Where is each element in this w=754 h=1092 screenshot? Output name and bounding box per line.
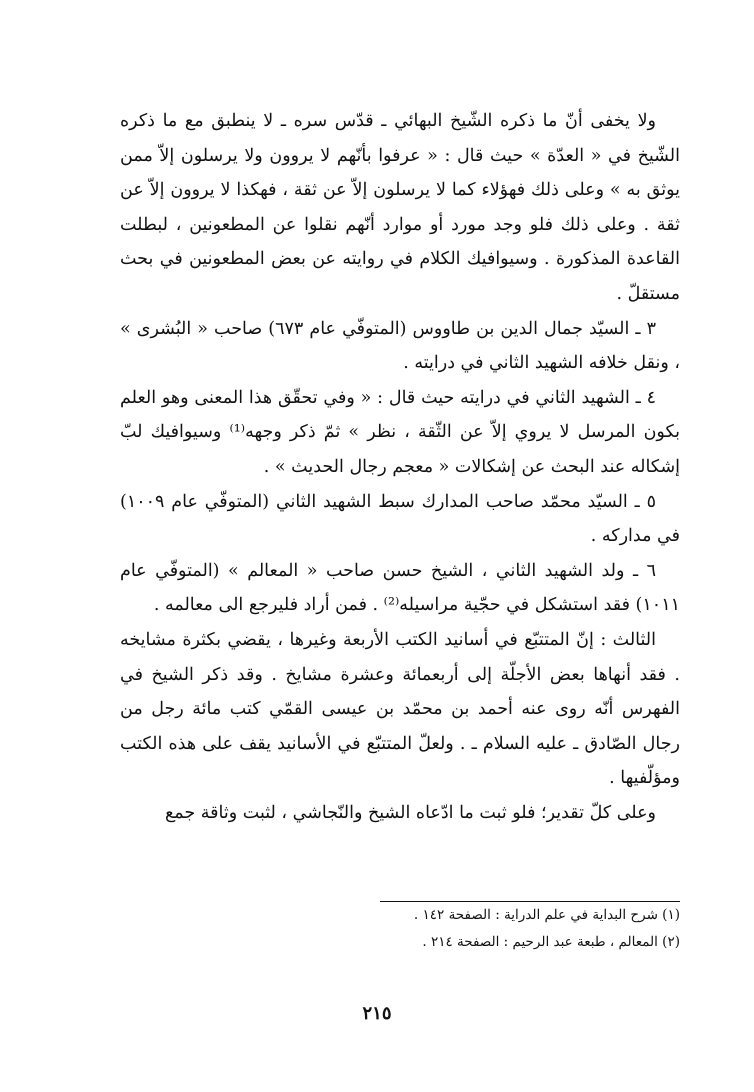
body-text bbox=[120, 104, 680, 830]
page-number: ٢١٥ bbox=[362, 1003, 392, 1024]
footnote-2: (٢) المعالم ، طبعة عبد الرحيم : الصفحة ٢١٤ . bbox=[422, 934, 680, 950]
paragraph-item-5: ٥ ـ السيّد محمّد صاحب المدارك سبط الشهيد الثاني (المتوفّي عام ١٠٠٩) في مداركه . bbox=[120, 491, 680, 547]
paragraph-third: الثالث : إنّ المتتبّع في أسانيد الكتب الأربعة وغيرها ، يقضي بكثرة مشايخه . فقد أنهاها بعض الأجلّة إلى أربعمائة وعشرة مشايخ . وقد ذكر الشيخ في الفهرس أنّه روى عنه أحمد بن محمّد بن عيسى القمّي كتب مائة رجل من رجال الصّادق ـ عليه السلام ـ . ولعلّ المتتبّع في الأسانيد يقف على هذه الكتب ومؤلّفيها . bbox=[120, 629, 680, 789]
paragraph-intro: ولا يخفى أنّ ما ذكره الشّيخ البهائي ـ قدّس سره ـ لا ينطبق مع ما ذكره الشّيخ في « العدّة » حيث قال : « عرفوا بأنّهم لا يروون ولا يرسلون إلاّ ممن يوثق به » وعلى ذلك فهؤلاء كما لا يرسلون إلاّ عن ثقة ، فهكذا لا يروون إلاّ عن ثقة . وعلى ذلك فلو وجد مورد أو موارد أنّهم نقلوا عن المطعونين ، لبطلت القاعدة المذكورة . وسيوافيك الكلام في روايته عن بعض المطعونين في بحث مستقلّ . bbox=[120, 111, 680, 304]
paragraph-item-4: ٤ ـ الشهيد الثاني في درايته حيث قال : « وفي تحقّق هذا المعنى وهو العلم بكون المرسل لا يروي إلاّ عن الثّقة ، نظر » ثمّ ذكر وجهه⁽¹⁾ وسيوافيك لبّ إشكاله عند البحث عن إشكالات « معجم رجال الحديث » . bbox=[120, 387, 680, 477]
paragraph-item-3: ٣ ـ السيّد جمال الدين بن طاووس (المتوفّي عام ٦٧٣) صاحب « البُشرى » ، ونقل خلافه الشهيد الثاني في درايته . bbox=[120, 318, 680, 374]
paragraph-conclusion: وعلى كلّ تقدير؛ فلو ثبت ما ادّعاه الشيخ والنّجاشي ، لثبت وثاقة جمع bbox=[164, 802, 656, 823]
footnotes bbox=[300, 902, 680, 956]
paragraph-item-6: ٦ ـ ولد الشهيد الثاني ، الشيخ حسن صاحب « المعالم » (المتوفّي عام ١٠١١) فقد استشكل في حجّية مراسيله⁽²⁾ . فمن أراد فليرجع الى معالمه . bbox=[120, 560, 680, 616]
footnote-1: (١) شرح البداية في علم الدراية : الصفحة ١٤٢ . bbox=[413, 907, 680, 923]
